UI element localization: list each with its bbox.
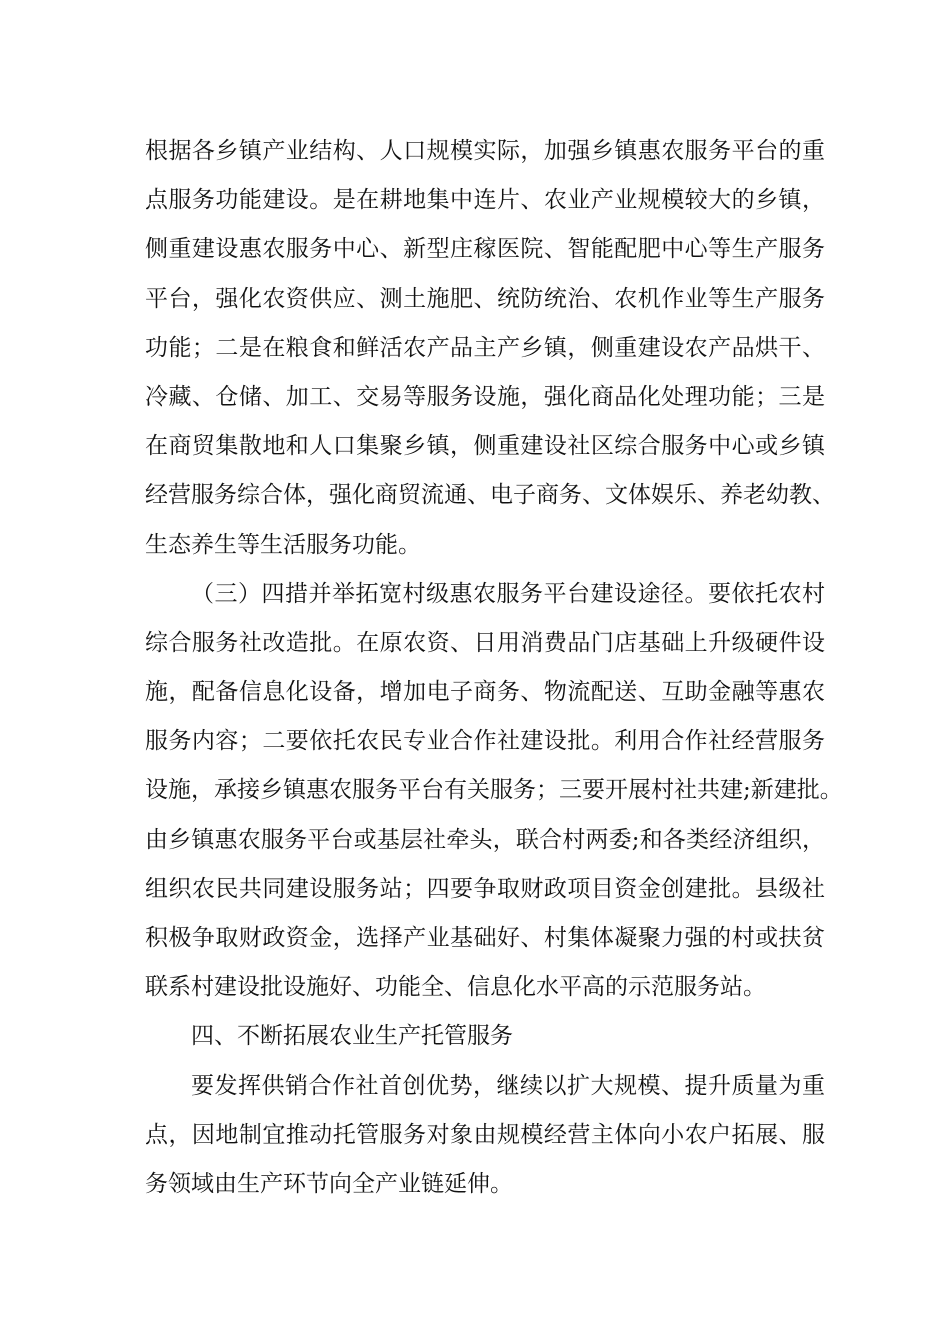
paragraph-first-line: 要发挥供销合作社首创优势，继续以扩大规模、提升质量为重: [191, 1072, 825, 1099]
text-line: 综合服务社改造批。在原农资、日用消费品门店基础上升级硬件设: [145, 629, 825, 656]
text-line: 积极争取财政资金，选择产业基础好、村集体凝聚力强的村或扶贫: [145, 925, 825, 951]
text-line: 联系村建设批设施好、功能全、信息化水平高的示范服务站。: [145, 974, 766, 1001]
text-line: 点服务功能建设。是在耕地集中连片、农业产业规模较大的乡镇，: [145, 187, 825, 214]
document-body: [145, 127, 843, 1209]
paragraph-first-line: （三）四措并举拓宽村级惠农服务平台建设途径。要依托农村: [191, 580, 825, 607]
text-line: 在商贸集散地和人口集聚乡镇，侧重建设社区综合服务中心或乡镇: [145, 433, 825, 460]
text-line: 点，因地制宜推动托管服务对象由规模经营主体向小农户拓展、服: [145, 1121, 825, 1148]
text-line: 平台，强化农资供应、测土施肥、统防统治、农机作业等生产服务: [145, 285, 825, 312]
text-line: 经营服务综合体，强化商贸流通、电子商务、文体娱乐、养老幼教、: [145, 482, 835, 509]
paragraph-first-line: 四、不断拓展农业生产托管服务: [191, 1023, 513, 1050]
text-line: 功能；二是在粮食和鲜活农产品主产乡镇，侧重建设农产品烘干、: [145, 334, 825, 361]
text-line: 根据各乡镇产业结构、人口规模实际，加强乡镇惠农服务平台的重: [145, 138, 825, 164]
text-line: 设施，承接乡镇惠农服务平台有关服务；三要开展村社共建;新建批。: [145, 777, 843, 804]
text-line: 侧重建设惠农服务中心、新型庄稼医院、智能配肥中心等生产服务: [145, 236, 825, 263]
text-line: 由乡镇惠农服务平台或基层社牵头，联合村两委;和各类经济组织，: [145, 826, 825, 853]
text-line: 冷藏、仓储、加工、交易等服务设施，强化商品化处理功能；三是: [145, 383, 825, 410]
text-line: 施，配备信息化设备，增加电子商务、物流配送、互助金融等惠农: [145, 679, 825, 706]
text-line: 组织农民共同建设服务站；四要争取财政项目资金创建批。县级社: [145, 875, 825, 902]
text-line: 服务内容；二要依托农民专业合作社建设批。利用合作社经营服务: [145, 728, 825, 755]
text-line: 生态养生等生活服务功能。: [145, 531, 421, 558]
text-line: 务领域由生产环节向全产业链延伸。: [145, 1170, 513, 1197]
